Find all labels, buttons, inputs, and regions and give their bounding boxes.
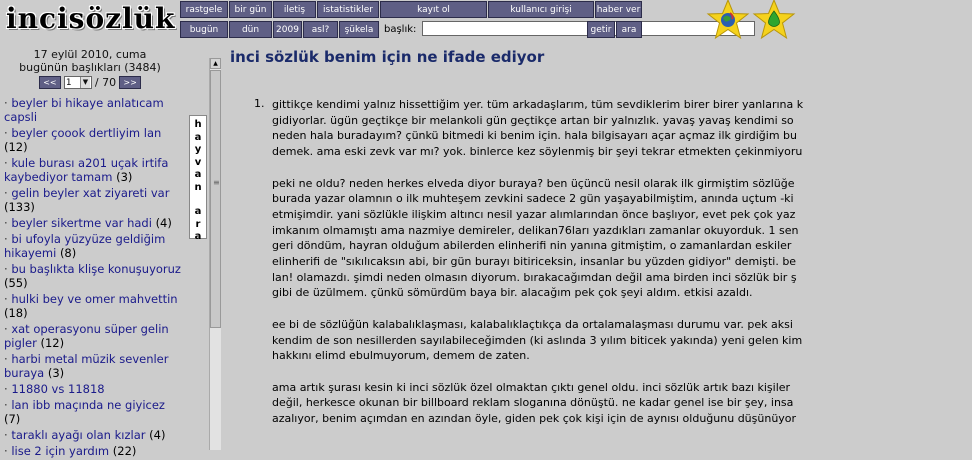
hayvan-ara-letter: a [194, 231, 202, 242]
topic-title[interactable]: beyler bi hikaye anlatıcam capsli [4, 96, 164, 124]
entry-line: ama artık şurası kesin ki inci sözlük özel olmaktan çıktı genel oldu. inci sözlük artık bazı kişiler [272, 380, 791, 394]
topic-item[interactable] [0, 126, 186, 156]
nav-rastgele[interactable]: rastgele [180, 1, 228, 18]
topic-item[interactable] [0, 156, 186, 186]
topic-item[interactable] [0, 382, 186, 398]
topic-title[interactable]: xat operasyonu süper gelin pigler [4, 322, 169, 350]
topic-title[interactable]: beyler çoook dertliyim lan [11, 126, 162, 140]
entry-line: etmişimdir. yani sözlükle ilişkim altıncı nesil yazar alımlarından önce başlıyor, evet pek çok yaz [272, 207, 796, 221]
topic-count: (133) [4, 200, 35, 214]
nav-iletisim[interactable]: iletiş [273, 1, 316, 18]
left-scrollbar[interactable] [209, 58, 221, 450]
topic-title[interactable]: lan ibb maçında ne giyicez [11, 398, 165, 412]
bullet-icon: · [4, 352, 12, 366]
bullet-icon: · [4, 428, 12, 442]
globe-star-icon[interactable] [706, 0, 750, 42]
topic-count: (18) [4, 306, 28, 320]
topic-item[interactable] [0, 292, 186, 322]
topic-title[interactable]: taraklı ayağı olan kızlar [11, 428, 146, 442]
bullet-icon: · [4, 216, 12, 230]
bullet-icon: · [4, 398, 12, 412]
entry-line: gidiyorlar. ügün geçtikçe bir melankoli gün geçtikçe artan bir yalnızlık. yavaş yavaş kendimi so [272, 113, 794, 127]
bullet-icon: · [4, 262, 12, 276]
entry-line: gittikçe kendimi yalnız hissettiğim yer. tüm arkadaşlarım, tüm sevdiklerim birer birer yanlarına k [272, 98, 804, 111]
entry-line: burada yazar olamnın o ilk muhteşem zevkini sadece 2 gün yaşayabilmiştim, anında uçtum -ki [272, 192, 794, 206]
topic-title[interactable]: hulki bey ve omer mahvettin [11, 292, 178, 306]
bullet-icon: · [4, 444, 12, 458]
entry-line: gibi de üzülmem. çünkü sömürdüm baya bir. alacağım pek çok şeyi aldım. etkisi azaldı. [272, 286, 753, 300]
nav-haber-ver[interactable]: haber ver [595, 1, 642, 18]
topic-title[interactable]: bi ufoyla yüzyüze geldiğim hikayemi [4, 232, 166, 260]
topic-count: (3) [116, 170, 133, 184]
nav-kayit-ol[interactable]: kayıt ol [380, 1, 487, 18]
page-select[interactable] [64, 76, 92, 89]
hayvan-ara-letter: a [194, 169, 202, 180]
hayvan-ara-letter: y [194, 144, 202, 155]
topic-count: (4) [155, 216, 172, 230]
entry-paragraph [272, 317, 972, 364]
hayvan-ara-letter: a [194, 206, 202, 217]
nav-istatistikler[interactable]: istatistikler [317, 1, 379, 18]
bullet-icon: · [4, 156, 12, 170]
nav-dun[interactable]: dün [229, 21, 272, 38]
topic-item[interactable] [0, 322, 186, 352]
entry-paragraph [272, 380, 972, 427]
entry-number: 1. [254, 97, 265, 110]
entry-line: peki ne oldu? neden herkes elveda diyor buraya? ben üçüncü nesil olarak ilk girmiştim sözlüğe [272, 176, 795, 190]
hayvan-ara-letter: r [195, 218, 201, 230]
chevron-down-icon: ▼ [80, 77, 90, 88]
grip-icon: ≡ [213, 178, 220, 187]
topic-item[interactable] [0, 352, 186, 382]
topic-item[interactable] [0, 96, 186, 126]
topic-count: (22) [112, 444, 137, 458]
scrollbar-thumb[interactable] [210, 70, 221, 328]
entry-line: lan! olamazdı. şimdi neden olmasın diyorum. bırakacağımdan değil ama birden inci sözlük bir ş [272, 270, 797, 284]
topic-item[interactable] [0, 216, 186, 232]
hayvan-ara-letter: v [194, 156, 202, 168]
topic-count: (55) [4, 276, 28, 290]
entry-line: demek. ama eski zevk var mı? yok. binlerce kez söylenmiş bir şeyi tekrar etmekten çekinmiyoru [272, 145, 803, 159]
bullet-icon: · [4, 232, 12, 246]
topic-item[interactable] [0, 186, 186, 216]
bullet-icon: · [4, 322, 12, 336]
topic-item[interactable] [0, 398, 186, 428]
topic-title[interactable]: harbi metal müzik sevenler buraya [4, 352, 169, 380]
topic-item[interactable] [0, 262, 186, 292]
entry-line: geri döndüm, hayran olduğum abilerden elinherifi nin yanına gitmiştim, o zamanlardan eskiler [272, 239, 792, 253]
topic-count: (12) [4, 140, 28, 154]
entry-body [272, 97, 972, 442]
pager [0, 76, 180, 89]
today-topic-count: bugünün başlıkları (3484) [19, 61, 161, 74]
entry-line: ee bi de sözlüğün kalabalıklaşması, kalabalıklaçtıkça da ortalamalaşması durumu var. pek aksi [272, 317, 793, 331]
entry-line: imkanım olmamıştı ama nazmiye demireler, delikan76ları yazdıkları zamanlar okuyorduk. 1 sen [272, 223, 799, 237]
hayvan-ara-letter: a [194, 131, 202, 143]
nav-bir-gun[interactable]: bir gün [229, 1, 272, 18]
page-select-value: 1 [65, 77, 72, 88]
today-info [0, 42, 180, 90]
topic-title[interactable]: kule burası a201 uçak irtifa kaybediyor tamam [4, 156, 169, 184]
topic-title[interactable]: beyler sikertme var hadi [11, 216, 152, 230]
green-drop-star-icon[interactable] [752, 0, 796, 42]
entry-line: kendim de son nesillerden sayılabileceğimden (ki aslında 3 yılım biticek yakında) yeni gelen kim [272, 333, 803, 347]
topic-item[interactable] [0, 232, 186, 262]
nav-2009[interactable]: 2009 [273, 21, 302, 38]
bullet-icon: · [4, 126, 12, 140]
hayvan-ara-letter: n [194, 181, 202, 193]
main-content [222, 42, 804, 450]
topic-title[interactable]: 11880 vs 11818 [11, 382, 105, 396]
hayvan-ara-letter: h [194, 119, 202, 130]
hayvan-ara-letter [190, 194, 206, 206]
logo-area [0, 0, 180, 42]
getir-button[interactable]: getir [587, 21, 615, 38]
bullet-icon: · [4, 292, 12, 306]
current-date: 17 eylül 2010, cuma [33, 48, 147, 61]
entry-line: elinherifi de "sıkılıcaksın abi, bir gün burayı bitiriceksin, insanlar bu yüzden gidiyor" demişti. be [272, 255, 797, 269]
topic-item[interactable] [0, 428, 186, 444]
ara-button[interactable]: ara [616, 21, 642, 38]
entry-title[interactable]: inci sözlük benim için ne ifade ediyor [230, 48, 545, 66]
bullet-icon: · [4, 186, 12, 200]
bullet-icon: · [4, 382, 12, 396]
nav-kullanici-girisi[interactable]: kullanıcı girişi [488, 1, 594, 18]
nav-asl[interactable]: asl? [303, 21, 338, 38]
scroll-up-icon[interactable]: ▲ [210, 58, 221, 69]
entry-line: değil, herkesce okunan bir billboard reklam sloganına dönüştü. ne kadar genel ise bir şey, insa [272, 396, 794, 410]
page-total: / 70 [94, 76, 117, 89]
site-logo[interactable]: incisözlük [6, 2, 176, 35]
topic-title[interactable]: lise 2 için yardım [11, 444, 110, 458]
topic-list [0, 96, 186, 458]
topic-count: (8) [59, 246, 77, 260]
nav-bugun[interactable]: bugün [180, 21, 228, 38]
top-navigation [180, 0, 642, 42]
topic-title[interactable]: bu başlıkta klişe konuşuyoruz [11, 262, 181, 276]
entry-line: hakkını elimd ebulmuyorum, demem de zaten. [272, 349, 530, 363]
bullet-icon: · [4, 96, 12, 110]
next-page-button[interactable]: >> [119, 76, 141, 89]
entry-paragraph [272, 176, 972, 302]
topic-count: (12) [40, 336, 65, 350]
nav-sukela[interactable]: şükela [339, 21, 379, 38]
topic-item[interactable] [0, 444, 186, 460]
topic-count: (4) [149, 428, 166, 442]
entry-paragraph [272, 97, 972, 160]
baslik-label: başlık: [384, 24, 417, 35]
hayvan-ara-tab[interactable] [189, 115, 207, 242]
entry-line: azalıyor, benim açımdan en azından öyle, giden pek çok kişi için de aynısı olduğunu düşünüyor [272, 412, 797, 426]
prev-page-button[interactable]: << [39, 76, 61, 89]
topic-count: (7) [4, 412, 21, 426]
topic-count: (3) [47, 366, 65, 380]
topic-title[interactable]: gelin beyler xat ziyareti var [11, 186, 170, 200]
entry-line: neden hala buradayım? çünkü bitmedi ki benim için. hala bilgisayarı açar açmaz ilk girdiğim bu [272, 129, 798, 143]
